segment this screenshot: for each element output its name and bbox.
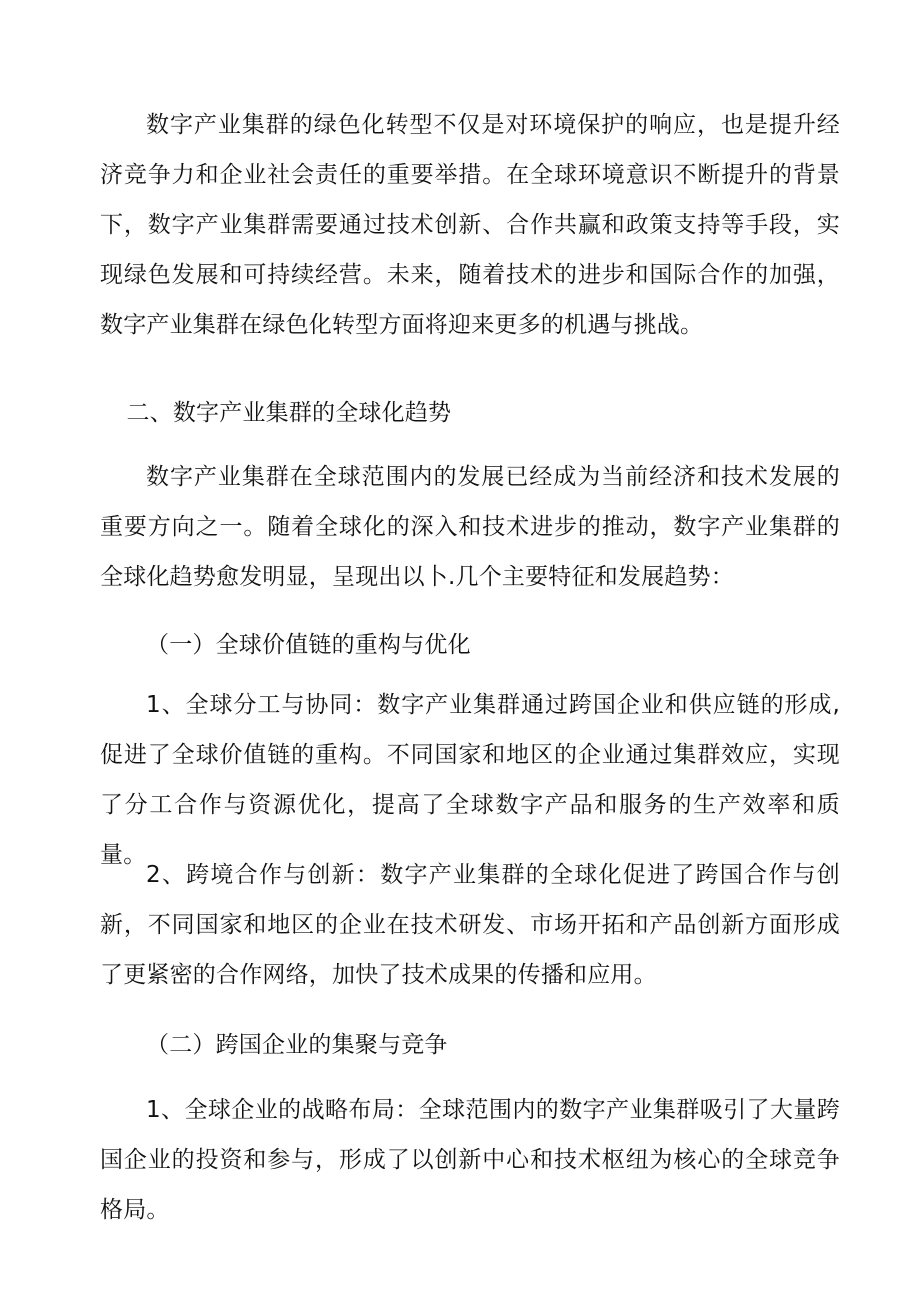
paragraph-green-transformation: 数字产业集群的绿色化转型不仅是对环境保护的响应，也是提升经济竞争力和企业社会责任的重要举措。在全球环境意识不断提升的背景下，数字产业集群需要通过技术创新、合作共赢和政策支持等手段，实现绿色发展和可持续经营。未来，随着技术的进步和国际合作的加强，数字产业集群在绿色化转型方面将迎来更多的机遇与挑战。 (100, 112, 840, 338)
section-heading-globalization: 二、数字产业集群的全球化趋势 (126, 400, 452, 426)
paragraph-globalization-intro: 数字产业集群在全球范围内的发展已经成为当前经济和技术发展的重要方向之一。随着全球化的深入和技术进步的推动，数字产业集群的全球化趋势愈发明显，呈现出以卜.几个主要特征和发展趋势： (100, 464, 840, 590)
paragraph-crossborder-cooperation: 2、跨境合作与创新：数字产业集群的全球化促进了跨国合作与创新，不同国家和地区的企业在技术研发、市场开拓和产品创新方面形成了更紧密的合作网络，加快了技术成果的传播和应用。 (100, 862, 840, 988)
subheading-value-chain: （一）全球价值链的重构与优化 (146, 632, 471, 658)
paragraph-division-coordination: 1、全球分工与协同：数字产业集群通过跨国企业和供应链的形成,促进了全球价值链的重构。不同国家和地区的企业通过集群效应，实现了分工合作与资源优化，提高了全球数字产品和服务的生产效率和质量。 (100, 692, 840, 868)
subheading-multinational-enterprises: （二）跨国企业的集聚与竞争 (146, 1032, 448, 1058)
paragraph-global-strategy: 1、全球企业的战略布局：全球范围内的数字产业集群吸引了大量跨国企业的投资和参与，形成了以创新中心和技术枢纽为核心的全球竞争格局。 (100, 1097, 840, 1223)
